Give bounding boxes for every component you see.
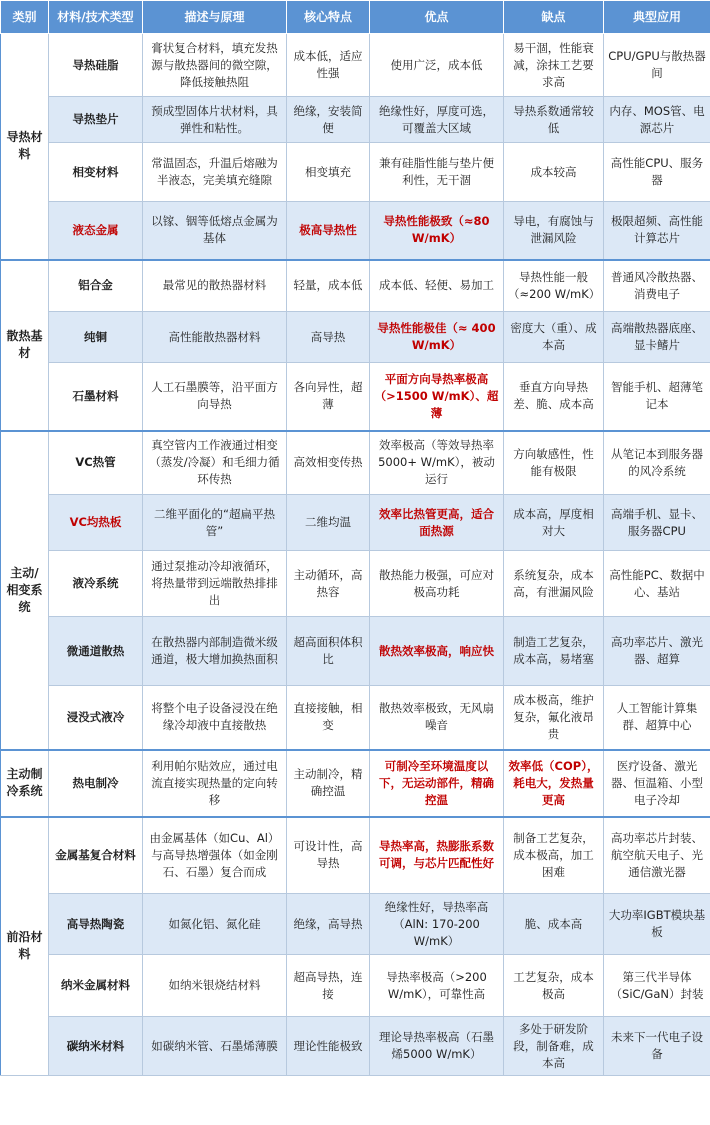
row-name: 液态金属	[49, 202, 143, 260]
row-description: 最常见的散热器材料	[143, 260, 287, 312]
row-application: 高性能PC、数据中心、基站	[604, 551, 710, 617]
header-category: 类别	[1, 1, 49, 34]
row-name: 石墨材料	[49, 363, 143, 431]
row-core-feature: 二维均温	[287, 495, 370, 551]
row-pros: 导热率高，热膨胀系数可调，与芯片匹配性好	[370, 817, 504, 894]
row-name: 铝合金	[49, 260, 143, 312]
row-name: 纯铜	[49, 312, 143, 363]
row-core-feature: 主动制冷，精确控温	[287, 750, 370, 817]
table-row	[1, 955, 710, 1017]
row-cons: 垂直方向导热差、脆、成本高	[504, 363, 604, 431]
row-core-feature: 极高导热性	[287, 202, 370, 260]
header-description: 描述与原理	[143, 1, 287, 34]
row-application: 高功率芯片、激光器、超算	[604, 617, 710, 686]
row-application: 智能手机、超薄笔记本	[604, 363, 710, 431]
table-row	[1, 750, 710, 817]
table-row	[1, 1017, 710, 1076]
header-material-type: 材料/技术类型	[49, 1, 143, 34]
table-row	[1, 817, 710, 894]
row-application: 医疗设备、激光器、恒温箱、小型电子冷却	[604, 750, 710, 817]
row-name: 微通道散热	[49, 617, 143, 686]
table-row	[1, 431, 710, 495]
table-row	[1, 202, 710, 260]
row-name: VC热管	[49, 431, 143, 495]
row-cons: 密度大（重）、成本高	[504, 312, 604, 363]
row-cons: 多处于研发阶段，制备难，成本高	[504, 1017, 604, 1076]
row-name: 浸没式液冷	[49, 686, 143, 750]
row-application: CPU/GPU与散热器间	[604, 34, 710, 97]
row-pros: 绝缘性好，导热率高（AlN: 170-200 W/mK）	[370, 894, 504, 955]
row-core-feature: 绝缘，安装简便	[287, 97, 370, 143]
row-cons: 易干涸，性能衰减，涂抹工艺要求高	[504, 34, 604, 97]
table-row	[1, 34, 710, 97]
row-application: 未来下一代电子设备	[604, 1017, 710, 1076]
row-application: 极限超频、高性能计算芯片	[604, 202, 710, 260]
row-cons: 导电，有腐蚀与泄漏风险	[504, 202, 604, 260]
row-core-feature: 超高面积体积比	[287, 617, 370, 686]
table-row	[1, 617, 710, 686]
table-row	[1, 260, 710, 312]
row-core-feature: 可设计性，高导热	[287, 817, 370, 894]
row-application: 从笔记本到服务器的风冷系统	[604, 431, 710, 495]
row-application: 高功率芯片封装、航空航天电子、光通信激光器	[604, 817, 710, 894]
row-pros: 效率极高（等效导热率5000+ W/mK），被动运行	[370, 431, 504, 495]
row-name: 液冷系统	[49, 551, 143, 617]
row-name: 纳米金属材料	[49, 955, 143, 1017]
row-name: 热电制冷	[49, 750, 143, 817]
row-pros: 可制冷至环境温度以下，无运动部件，精确控温	[370, 750, 504, 817]
row-application: 高端手机、显卡、服务器CPU	[604, 495, 710, 551]
row-name: 金属基复合材料	[49, 817, 143, 894]
row-pros: 导热性能极致（≈80 W/mK）	[370, 202, 504, 260]
row-cons: 效率低（COP），耗电大，发热量更高	[504, 750, 604, 817]
row-description: 如碳纳米管、石墨烯薄膜	[143, 1017, 287, 1076]
row-core-feature: 主动循环，高热容	[287, 551, 370, 617]
row-cons: 制造工艺复杂，成本高，易堵塞	[504, 617, 604, 686]
row-description: 预成型固体片状材料，具弹性和粘性。	[143, 97, 287, 143]
table-row	[1, 686, 710, 750]
row-pros: 平面方向导热率极高（>1500 W/mK）、超薄	[370, 363, 504, 431]
row-core-feature: 轻量，成本低	[287, 260, 370, 312]
row-description: 通过泵推动冷却液循环，将热量带到远端散热排排出	[143, 551, 287, 617]
header-row	[1, 1, 710, 34]
row-name: 相变材料	[49, 143, 143, 202]
category-cell: 主动制冷系统	[1, 750, 49, 817]
category-cell: 主动/相变系统	[1, 431, 49, 750]
table-row	[1, 312, 710, 363]
row-pros: 导热率极高（>200 W/mK），可靠性高	[370, 955, 504, 1017]
row-application: 高端散热器底座、显卡鳍片	[604, 312, 710, 363]
row-cons: 方向敏感性，性能有极限	[504, 431, 604, 495]
row-description: 以镓、铟等低熔点金属为基体	[143, 202, 287, 260]
row-cons: 脆、成本高	[504, 894, 604, 955]
row-core-feature: 超高导热，连接	[287, 955, 370, 1017]
row-pros: 兼有硅脂性能与垫片便利性，无干涸	[370, 143, 504, 202]
row-name: 碳纳米材料	[49, 1017, 143, 1076]
row-core-feature: 高导热	[287, 312, 370, 363]
row-description: 高性能散热器材料	[143, 312, 287, 363]
header-cons: 缺点	[504, 1, 604, 34]
row-description: 如氮化铝、氮化硅	[143, 894, 287, 955]
category-cell: 散热基材	[1, 260, 49, 431]
table-row	[1, 894, 710, 955]
row-cons: 系统复杂，成本高，有泄漏风险	[504, 551, 604, 617]
row-description: 常温固态，升温后熔融为半液态，完美填充缝隙	[143, 143, 287, 202]
row-application: 普通风冷散热器、消费电子	[604, 260, 710, 312]
header-core-feature: 核心特点	[287, 1, 370, 34]
row-description: 真空管内工作液通过相变（蒸发/冷凝）和毛细力循环传热	[143, 431, 287, 495]
table-header	[1, 1, 710, 34]
row-name: 导热垫片	[49, 97, 143, 143]
row-description: 二维平面化的“超扁平热管”	[143, 495, 287, 551]
row-core-feature: 绝缘，高导热	[287, 894, 370, 955]
row-cons: 成本极高，维护复杂，氟化液昂贵	[504, 686, 604, 750]
table-row	[1, 363, 710, 431]
row-application: 大功率IGBT模块基板	[604, 894, 710, 955]
header-pros: 优点	[370, 1, 504, 34]
row-cons: 成本较高	[504, 143, 604, 202]
row-description: 利用帕尔贴效应，通过电流直接实现热量的定向转移	[143, 750, 287, 817]
row-application: 高性能CPU、服务器	[604, 143, 710, 202]
row-core-feature: 相变填充	[287, 143, 370, 202]
row-application: 内存、MOS管、电源芯片	[604, 97, 710, 143]
row-pros: 散热效率极高，响应快	[370, 617, 504, 686]
row-core-feature: 高效相变传热	[287, 431, 370, 495]
row-pros: 散热能力极强，可应对极高功耗	[370, 551, 504, 617]
row-description: 在散热器内部制造微米级通道，极大增加换热面积	[143, 617, 287, 686]
row-application: 人工智能计算集群、超算中心	[604, 686, 710, 750]
table-row	[1, 97, 710, 143]
row-description: 膏状复合材料，填充发热源与散热器间的微空隙，降低接触热阻	[143, 34, 287, 97]
row-pros: 成本低、轻便、易加工	[370, 260, 504, 312]
row-pros: 导热性能极佳（≈ 400 W/mK）	[370, 312, 504, 363]
row-name: 高导热陶瓷	[49, 894, 143, 955]
row-cons: 导热系数通常较低	[504, 97, 604, 143]
row-description: 人工石墨膜等，沿平面方向导热	[143, 363, 287, 431]
table-body	[1, 34, 710, 1076]
category-cell: 导热材料	[1, 34, 49, 260]
row-core-feature: 理论性能极致	[287, 1017, 370, 1076]
row-cons: 导热性能一般（≈200 W/mK）	[504, 260, 604, 312]
row-core-feature: 各向异性，超薄	[287, 363, 370, 431]
row-description: 由金属基体（如Cu、Al）与高导热增强体（如金刚石、石墨）复合而成	[143, 817, 287, 894]
row-core-feature: 直接接触，相变	[287, 686, 370, 750]
row-application: 第三代半导体（SiC/GaN）封装	[604, 955, 710, 1017]
table-row	[1, 495, 710, 551]
row-description: 将整个电子设备浸没在绝缘冷却液中直接散热	[143, 686, 287, 750]
table-row	[1, 143, 710, 202]
table-row	[1, 551, 710, 617]
row-pros: 散热效率极致，无风扇噪音	[370, 686, 504, 750]
row-name: VC均热板	[49, 495, 143, 551]
header-application: 典型应用	[604, 1, 710, 34]
row-name: 导热硅脂	[49, 34, 143, 97]
row-core-feature: 成本低，适应性强	[287, 34, 370, 97]
row-cons: 成本高，厚度相对大	[504, 495, 604, 551]
row-pros: 绝缘性好，厚度可选，可覆盖大区域	[370, 97, 504, 143]
category-cell: 前沿材料	[1, 817, 49, 1076]
row-cons: 工艺复杂，成本极高	[504, 955, 604, 1017]
row-pros: 使用广泛，成本低	[370, 34, 504, 97]
row-pros: 效率比热管更高，适合面热源	[370, 495, 504, 551]
row-cons: 制备工艺复杂，成本极高，加工困难	[504, 817, 604, 894]
row-description: 如纳米银烧结材料	[143, 955, 287, 1017]
row-pros: 理论导热率极高（石墨烯5000 W/mK）	[370, 1017, 504, 1076]
